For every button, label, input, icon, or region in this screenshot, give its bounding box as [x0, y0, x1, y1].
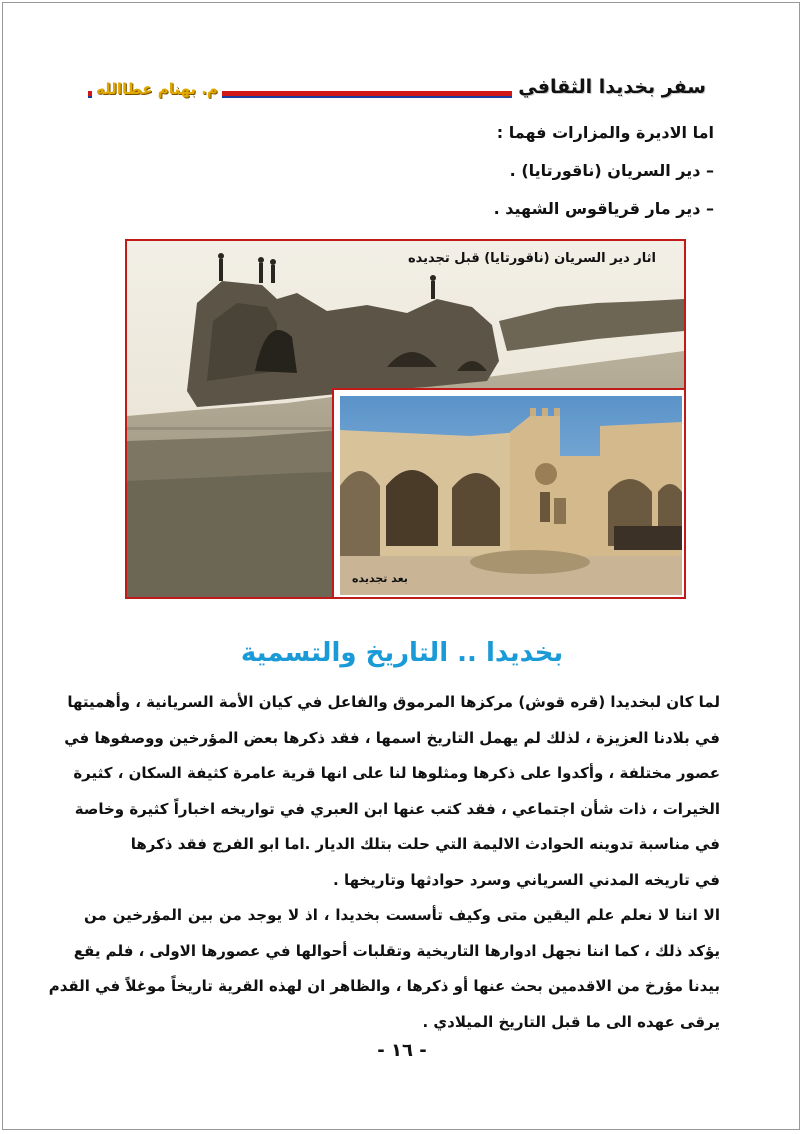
body-line: في تاريخه المدني السرياني وسرد حوادثها وتاريخها .	[333, 870, 720, 889]
body-line: يؤكد ذلك ، كما اننا نجهل ادوارها التاريخية وتقلبات أحوالها في عصورها الاولى ، فلم يقع	[73, 941, 720, 960]
body-line: يرقى عهده الى ما قبل التاريخ الميلادي .	[422, 1012, 720, 1031]
body-line: بيدنا مؤرخ من الاقدمين بحث عنها أو ذكرها ، والظاهر ان لهذه القرية تاريخاً موغلاً في القدم	[48, 977, 720, 995]
body-line: عصور مختلفة ، وأكدوا على ذكرها ومثلوها لنا على انها قرية عامرة كثيفة السكان ، كثيرة	[73, 764, 720, 782]
body-line: الا اننا لا نعلم علم اليقين متى وكيف تأسست بخديدا ، اذ لا يوجد من بين المؤرخين من	[84, 906, 720, 924]
body-paragraphs	[48, 690, 720, 1045]
page-number: - ١٦ -	[377, 1040, 427, 1061]
monasteries-list	[154, 120, 714, 234]
renovated-monastery-inset	[332, 388, 686, 599]
book-title: سفر بخديدا الثقافي	[512, 76, 712, 98]
author-name: م. بهنام عطاالله	[92, 80, 222, 98]
renovated-monastery-photo	[340, 396, 682, 595]
monastery-photo-figure	[125, 239, 686, 599]
body-line: في بلادنا العزيزة ، لذلك لم يهمل التاريخ اسمها ، فقد ذكرها بعض المؤرخين ووصفوها في	[64, 728, 720, 747]
section-heading: بخديدا .. التاريخ والتسمية	[240, 638, 564, 668]
caption-after-renovation: بعد تجديده	[352, 572, 408, 585]
body-line: الخيرات ، ذات شأن اجتماعي ، فقد كتب عنها ابن العبري في تواريخه اخباراً كثيرة وخاصة	[74, 799, 720, 818]
list-heading: اما الاديرة والمزارات فهما :	[496, 123, 714, 142]
body-line: في مناسبة تدوينه الحوادث الاليمة التي حلت بتلك الديار .اما ابو الفرج فقد ذكرها	[130, 835, 720, 853]
body-line: لما كان لبخديدا (قره قوش) مركزها المرموق والفاعل في كيان الأمة السريانية ، وأهميتها	[67, 693, 720, 711]
caption-before-renovation: اثار دير السريان (ناقورتايا) قبل تجديده	[407, 251, 656, 266]
list-item: – دير السريان (ناقورتايا) .	[154, 158, 714, 196]
list-item: – دير مار قرياقوس الشهيد .	[154, 196, 714, 234]
